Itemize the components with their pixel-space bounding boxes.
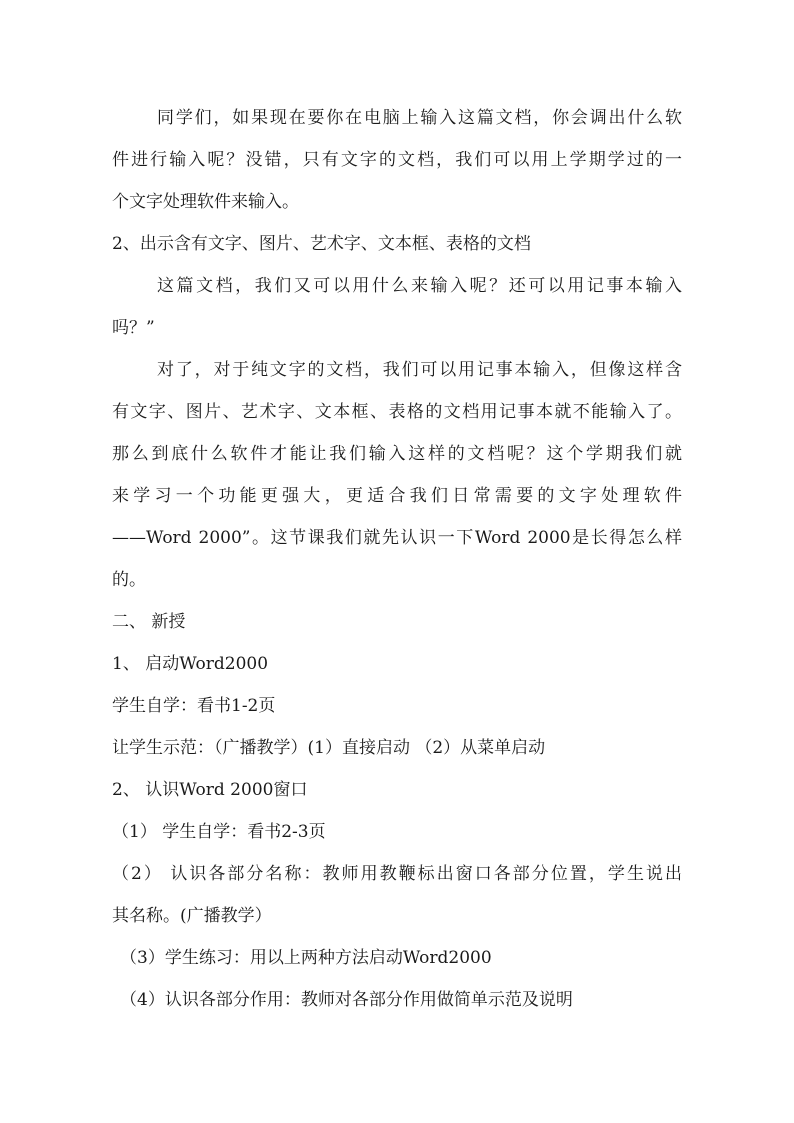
paragraph-line: 吗？” xyxy=(112,318,155,338)
paragraph-line: ——Word 2000”。这节课我们就先认识一下Word 2000是长得怎么样 xyxy=(112,528,682,548)
section-item: 1、 启动Word2000 xyxy=(112,654,269,674)
section-item: 2、出示含有文字、图片、艺术字、文本框、表格的文档 xyxy=(112,234,531,254)
paragraph-line: 让学生示范：（广播教学）(1）直接启动 （2）从菜单启动 xyxy=(112,738,546,758)
list-item: （2） 认识各部分名称：教师用教鞭标出窗口各部分位置，学生说出 xyxy=(112,864,682,884)
paragraph-line: 那么到底什么软件才能让我们输入这样的文档呢？这个学期我们就 xyxy=(112,444,682,464)
paragraph-line: 对了，对于纯文字的文档，我们可以用记事本输入，但像这样含 xyxy=(157,360,682,380)
section-item: 2、 认识Word 2000窗口 xyxy=(112,780,308,800)
paragraph-line: 有文字、图片、艺术字、文本框、表格的文档用记事本就不能输入了。 xyxy=(112,402,682,422)
paragraph-line: 学生自学：看书1-2页 xyxy=(112,696,276,716)
paragraph-line: 件进行输入呢？没错，只有文字的文档，我们可以用上学期学过的一 xyxy=(112,150,682,170)
paragraph-line: 其名称。(广播教学） xyxy=(112,906,272,926)
paragraph-line: 这篇文档，我们又可以用什么来输入呢？还可以用记事本输入 xyxy=(157,276,682,296)
paragraph-line: 来学习一个功能更强大，更适合我们日常需要的文字处理软件 xyxy=(112,486,682,506)
list-item: （3）学生练习：用以上两种方法启动Word2000 xyxy=(120,948,492,968)
paragraph-line: 的。 xyxy=(112,570,146,590)
section-heading: 二、 新授 xyxy=(112,612,186,632)
paragraph-line: 同学们，如果现在要你在电脑上输入这篇文档，你会调出什么软 xyxy=(157,108,682,128)
list-item: （1） 学生自学：看书2-3页 xyxy=(112,822,326,842)
paragraph-line: 个文字处理软件来输入。 xyxy=(112,192,299,212)
list-item: （4）认识各部分作用：教师对各部分作用做简单示范及说明 xyxy=(120,990,573,1010)
